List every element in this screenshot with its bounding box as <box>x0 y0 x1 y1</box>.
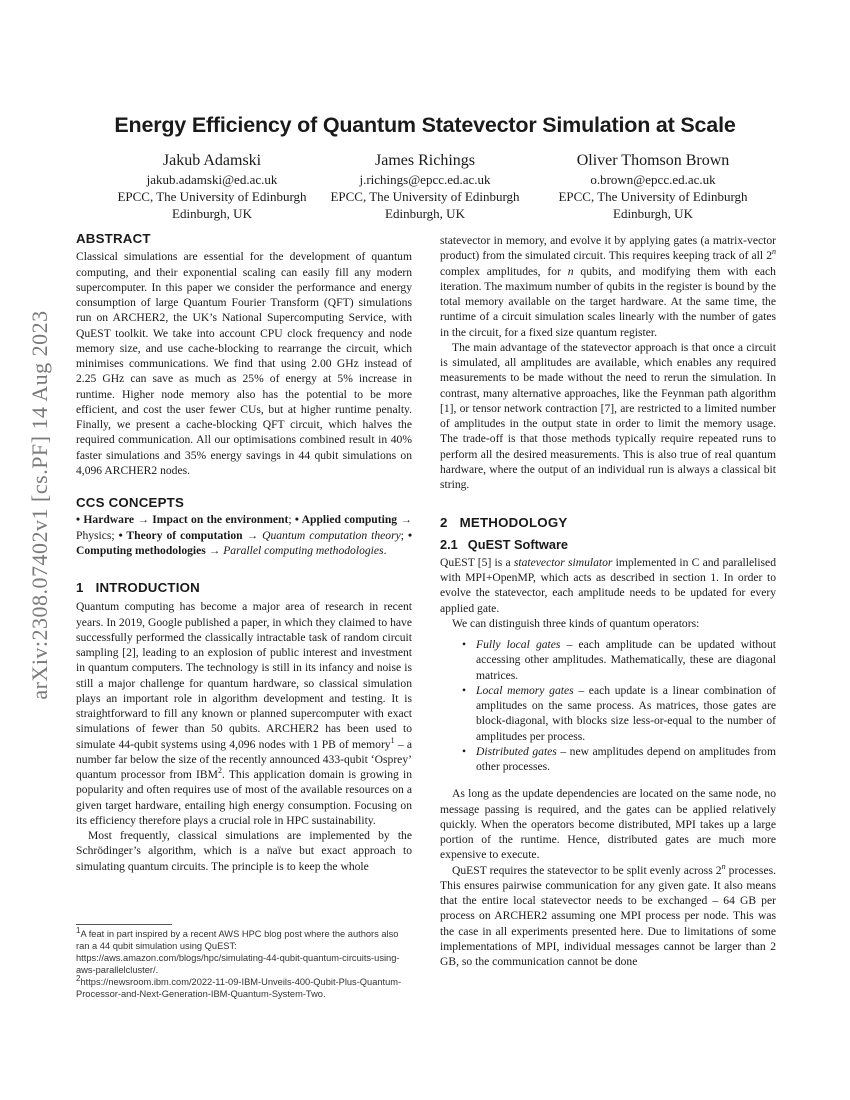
author-name: James Richings <box>375 152 475 169</box>
author-email: o.brown@epcc.ed.ac.uk <box>590 172 716 187</box>
statevector-paragraph <box>440 233 776 340</box>
section-title: INTRODUCTION <box>95 580 200 595</box>
bullet-term: Fully local gates <box>476 638 561 651</box>
abstract-heading: ABSTRACT <box>76 231 151 246</box>
author-block-3 <box>533 150 773 222</box>
ccs-sep: . <box>383 543 387 557</box>
ccs-concepts <box>76 512 412 558</box>
operator-kinds-list <box>440 637 776 774</box>
text-run: qubits, and modifying them with each iteration. The maximum number of qubits in the register is bound by the total memory available on the target hardware. At the same time, the runtime of a circuit simulation scales linearly with the number of gates in the circuit, for a fixed size quantum register. <box>440 264 776 339</box>
author-location: Edinburgh, UK <box>172 206 252 221</box>
bullet-text: – new amplitudes depend on amplitudes from other processes. <box>476 744 776 773</box>
author-location: Edinburgh, UK <box>613 206 693 221</box>
text-run: implemented in C and parallelised with MPI+OpenMP, which acts as described in section 1. In order to evolve the statevector, each amplitude needs to be updated for every applied gate. <box>440 555 776 615</box>
arxiv-id: arXiv:2308.07402v1 [cs.PF] 14 Aug 2023 <box>27 310 52 700</box>
section-number: 2 <box>440 515 448 531</box>
bullet-term: Distributed gates <box>476 744 557 758</box>
footnote-mark: 2 <box>217 766 222 776</box>
quest-paragraph-3: As long as the update dependencies are located on the same node, no message passing is required, and the gates can be applied relatively quickly. When the operators become distributed, MPI takes up a large portion of the runtime. Hence, distributed gates are much more expensive to execute. <box>440 787 776 862</box>
ccs-text: → Physics; <box>76 513 412 542</box>
ccs-term: • Computing methodologies <box>76 528 412 557</box>
footnote-mark: 2 <box>76 973 81 983</box>
text-run: statevector in memory, and evolve it by applying gates (a matrix-vector product) from the simulated circuit. This requires keeping track of all 2 <box>440 234 776 263</box>
section-number: 1 <box>76 580 84 595</box>
list-item <box>476 637 776 683</box>
footnote-mark: 1 <box>390 735 395 745</box>
math-variable: n <box>567 264 574 278</box>
methodology-heading <box>440 515 776 530</box>
paper-title: Energy Efficiency of Quantum Statevector Simulation at Scale <box>114 113 736 137</box>
bullet-term: Local memory gates <box>476 683 574 697</box>
author-location: Edinburgh, UK <box>385 206 465 221</box>
author-block-2 <box>305 150 545 222</box>
ccs-sep: ; <box>400 528 408 542</box>
quest-paragraph-2: We can distinguish three kinds of quantum operators: <box>452 616 700 630</box>
bullet-text: – each update is a linear combination of amplitudes on the same process. As matrices, those gates are block-diagonal, with blocks size less-or-equal to the number of amplitudes per process. <box>476 683 776 743</box>
footnote-rule <box>76 924 172 925</box>
footnote-1 <box>76 925 412 976</box>
footnotes <box>76 924 412 1000</box>
text-run: QuEST [5] is a <box>440 555 514 569</box>
section-title: METHODOLOGY <box>459 515 568 531</box>
quest-paragraph-4 <box>440 863 776 970</box>
math-exponent: n <box>772 247 776 257</box>
footnote-text: A feat in part inspired by a recent AWS HPC blog post where the authors also ran a 44 qubit simulation using QuEST: https://aws.amazon.com/blogs/hpc/simulating-44-qubit-quantum-circuits-using-aws-parallelcluster/. <box>76 929 400 975</box>
ccs-sep: ; <box>288 513 295 527</box>
author-affiliation: EPCC, The University of Edinburgh <box>330 189 520 204</box>
list-item <box>476 683 776 744</box>
left-column <box>76 231 412 874</box>
text-run: QuEST requires the statevector to be split evenly across 2 <box>452 863 722 877</box>
author-affiliation: EPCC, The University of Edinburgh <box>558 189 748 204</box>
subsection-title: QuEST Software <box>467 536 569 552</box>
author-name: Jakub Adamski <box>162 152 262 169</box>
list-item <box>476 744 776 775</box>
ccs-term: • Applied computing <box>294 513 398 527</box>
arxiv-sidebar-stamp <box>10 295 70 715</box>
footnote-mark: 1 <box>76 925 81 935</box>
advantage-paragraph: The main advantage of the statevector approach is that once a circuit is simulated, all amplitudes are available, which enables any required measurements to be made without the need to rerun the simulation. In contrast, many alternative approaches, like the Feynman path algorithm [1], or tensor network contraction [7], are restricted to a limited number of amplitudes in the output state in order to limit the memory usage. The trade-off is that those methods typically require repeated runs to perform all the desired measurements. This is also true of real quantum hardware, where the output of an individual run is always a classical bit string. <box>440 340 776 491</box>
author-email: j.richings@epcc.ed.ac.uk <box>359 172 491 187</box>
ccs-subterm: Quantum computation theory <box>262 528 401 542</box>
bullet-text: – each amplitude can be updated without accessing other amplitudes. Mathematically, these are diagonal matrices. <box>476 638 777 682</box>
ccs-term: • Hardware → Impact on the environment <box>76 513 289 527</box>
text-run: processes. This ensures pairwise communication for any given gate. It also means that the entire local statevector needs to be exchanged – 64 GB per process on ARCHER2 assuming one MPI process per node. This was the case in all experiments presented here. Due to limitations of some implementations of MPI, individual messages cannot be larger than 2 GB, so the communication cannot be done <box>440 863 776 968</box>
text-run: complex amplitudes, for <box>440 264 568 278</box>
ccs-term: • Theory of computation <box>118 528 243 542</box>
footnote-text: https://newsroom.ibm.com/2022-11-09-IBM-Unveils-400-Qubit-Plus-Quantum-Processor-and-Next-Generation-IBM-Quantum-System-Two. <box>76 977 402 999</box>
ccs-sep: → <box>205 543 224 557</box>
emphasis: statevector simulator <box>513 555 613 569</box>
ccs-heading: CCS CONCEPTS <box>76 495 185 510</box>
author-block-1 <box>92 150 332 222</box>
intro-paragraph-1 <box>76 599 412 828</box>
ccs-subterm: Parallel computing methodologies <box>223 543 384 557</box>
text-run: . This application domain is growing in popularity and often requires use of most of the available resources on a given target hardware, entailing high energy consumption. Focusing on its efficiency therefore plays a crucial role in HPC sustainability. <box>76 768 412 827</box>
math-exponent: n <box>721 861 726 871</box>
author-email: jakub.adamski@ed.ac.uk <box>146 172 278 187</box>
text-run: Quantum computing has become a major area of research in recent years. In 2019, Google published a paper, in which they claimed to have successfully performed the classically intractable task of random circuit sampling [2], leading to an explosion of public interest and investment in quantum computers. The technology is still in its infancy and noise is still a major challenge for quantum hardware, so classical simulation plays an important role in algorithm development and testing. It is straightforward to fill any known or planned supercomputer with exact simulations of fewer than 50 qubits. ARCHER2 has been used to simulate 44-qubit systems using 4,096 nodes with 1 PB of memory <box>76 600 412 751</box>
ccs-sep: → <box>242 528 263 542</box>
abstract-text: Classical simulations are essential for the development of quantum computing, and their exponential scaling can easily fill any modern supercomputer. In this paper we consider the performance and energy consumption of large Quantum Fourier Transform (QFT) simulations run on ARCHER2, the UK’s National Supercomputing Service, with QuEST toolkit. We take into account CPU clock frequency and node memory size, and use cache-blocking to rearrange the circuit, which minimises communications. We find that using 2.00 GHz instead of 2.25 GHz can save as much as 25% of energy at 5% increase in runtime. Higher node memory also has the potential to be more efficient, and cost the user fewer CUs, but at higher runtime penalty. Finally, we present a cache-blocking QFT circuit, which halves the required communication. All our optimisations combined result in 40% faster simulations and 35% energy savings in 44 qubit simulations on 4,096 ARCHER2 nodes. <box>76 250 412 477</box>
footnote-2 <box>76 973 412 1000</box>
author-name: Oliver Thomson Brown <box>576 152 730 169</box>
intro-paragraph-2: Most frequently, classical simulations are implemented by the Schrödinger’s algorithm, which is a naïve but exact approach to simulating quantum circuits. The principle is to keep the whole <box>76 829 412 873</box>
right-column <box>440 233 776 969</box>
text-run: – a number far below the size of the recently announced 433-qubit ‘Osprey’ quantum processor from IBM <box>76 737 412 781</box>
author-affiliation: EPCC, The University of Edinburgh <box>117 189 307 204</box>
quest-subheading <box>440 537 776 552</box>
intro-heading <box>76 580 412 595</box>
quest-paragraph-1 <box>440 555 776 616</box>
subsection-number: 2.1 <box>440 536 458 552</box>
